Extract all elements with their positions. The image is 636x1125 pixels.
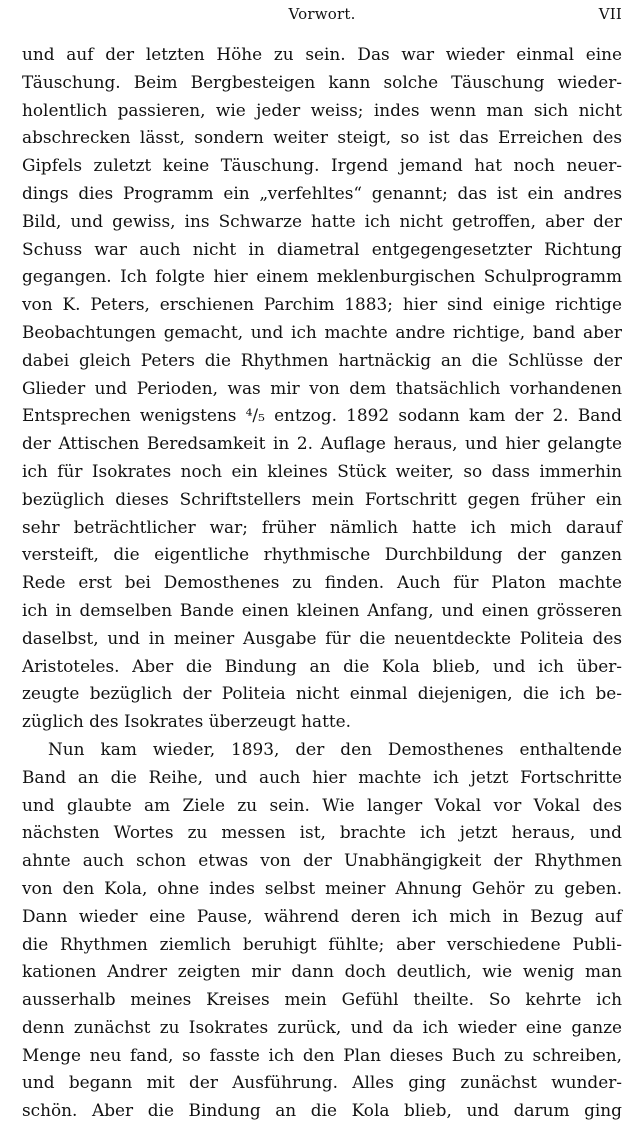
- text-line: Schuss war auch nicht in diametral entgegengesetzter Richtung: [22, 238, 622, 259]
- text-line: Glieder und Perioden, was mir von dem thatsächlich vorhandenen: [22, 377, 622, 398]
- text-line: gegangen. Ich folgte hier einem meklenburgischen Schulprogramm: [22, 266, 622, 287]
- text-line: ich für Isokrates noch ein kleines Stück weiter, so dass immerhin: [22, 460, 622, 481]
- body-text: [22, 41, 622, 1125]
- text-line: schön. Aber die Bindung an die Kola blieb, und darum ging: [22, 1100, 622, 1121]
- text-line: daselbst, und in meiner Ausgabe für die neuentdeckte Politeia des: [22, 627, 622, 648]
- text-line: von den Kola, ohne indes selbst meiner Ahnung Gehör zu geben.: [22, 877, 622, 898]
- text-line: Rede erst bei Demosthenes zu finden. Auch für Platon machte: [22, 572, 622, 593]
- text-line: Entsprechen wenigstens ⁴/₅ entzog. 1892 sodann kam der 2. Band: [22, 405, 622, 426]
- page-number: VII: [598, 5, 622, 23]
- text-line: dabei gleich Peters die Rhythmen hartnäckig an die Schlüsse der: [22, 349, 622, 370]
- text-line: von K. Peters, erschienen Parchim 1883; hier sind einige richtige: [22, 294, 622, 315]
- text-line: dings dies Programm ein „verfehltes“ genannt; das ist ein andres: [22, 182, 622, 203]
- text-line: abschrecken lässt, sondern weiter steigt, so ist das Erreichen des: [22, 127, 622, 148]
- text-line: Täuschung. Beim Bergbesteigen kann solche Täuschung wieder-: [22, 71, 622, 92]
- text-line: Bild, und gewiss, ins Schwarze hatte ich nicht getroffen, aber der: [22, 210, 622, 231]
- text-line: ich in demselben Bande einen kleinen Anfang, und einen grösseren: [22, 599, 622, 620]
- text-line: Dann wieder eine Pause, während deren ich mich in Bezug auf: [22, 905, 622, 926]
- paragraph-end-line: züglich des Isokrates überzeugt hatte.: [22, 711, 352, 732]
- running-title: Vorwort.: [288, 5, 356, 23]
- text-line: denn zunächst zu Isokrates zurück, und da ich wieder eine ganze: [22, 1016, 622, 1037]
- text-line: ahnte auch schon etwas von der Unabhängigkeit der Rhythmen: [22, 850, 622, 871]
- text-line: Band an die Reihe, und auch hier machte ich jetzt Fortschritte: [22, 766, 622, 787]
- text-line: nächsten Wortes zu messen ist, brachte ich jetzt heraus, und: [22, 822, 622, 843]
- text-line: der Attischen Beredsamkeit in 2. Auflage heraus, und hier gelangte: [22, 433, 622, 454]
- text-line: Beobachtungen gemacht, und ich machte andre richtige, band aber: [22, 321, 622, 342]
- text-line: versteift, die eigentliche rhythmische Durchbildung der ganzen: [22, 544, 622, 565]
- text-line: und begann mit der Ausführung. Alles ging zunächst wunder-: [22, 1072, 622, 1093]
- running-header: [22, 5, 622, 25]
- text-line: und glaubte am Ziele zu sein. Wie langer Vokal vor Vokal des: [22, 794, 622, 815]
- text-line: holentlich passieren, wie jeder weiss; indes wenn man sich nicht: [22, 99, 622, 120]
- text-line: sehr beträchtlicher war; früher nämlich hatte ich mich darauf: [22, 516, 622, 537]
- text-line: Menge neu fand, so fasste ich den Plan dieses Buch zu schreiben,: [22, 1044, 622, 1065]
- paragraph-start-line: Nun kam wieder, 1893, der den Demosthenes enthaltende: [48, 738, 622, 759]
- text-line: die Rhythmen ziemlich beruhigt fühlte; aber verschiedene Publi-: [22, 933, 622, 954]
- text-line: bezüglich dieses Schriftstellers mein Fortschritt gegen früher ein: [22, 488, 622, 509]
- text-line: kationen Andrer zeigten mir dann doch deutlich, wie wenig man: [22, 961, 622, 982]
- text-line: zeugte bezüglich der Politeia nicht einmal diejenigen, die ich be-: [22, 683, 622, 704]
- text-line: Gipfels zuletzt keine Täuschung. Irgend jemand hat noch neuer-: [22, 155, 622, 176]
- text-line: ausserhalb meines Kreises mein Gefühl theilte. So kehrte ich: [22, 989, 622, 1010]
- text-line: und auf der letzten Höhe zu sein. Das war wieder einmal eine: [22, 44, 622, 64]
- text-line: Aristoteles. Aber die Bindung an die Kola blieb, und ich über-: [22, 655, 622, 676]
